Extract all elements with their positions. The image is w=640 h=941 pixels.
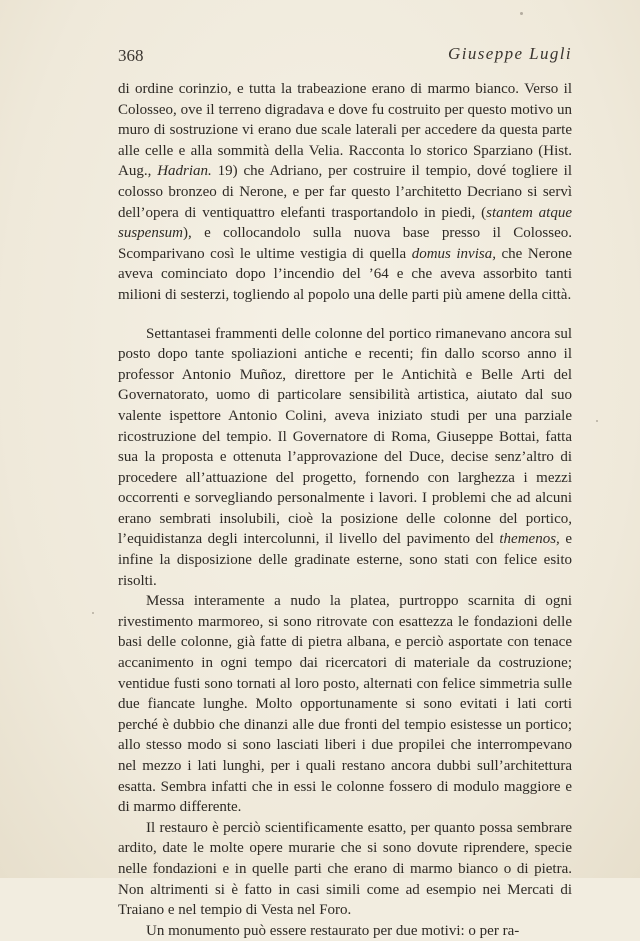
paragraph xyxy=(118,591,572,818)
paper-speck xyxy=(520,12,523,15)
body-text xyxy=(118,79,572,941)
text-run: Il restauro è perciò scientificamente esatto, per quanto possa sembrare ardito, date le molte opere murarie che si sono dovute riprendere, specie nelle fondazioni e in quelle parti che erano di marmo bianco o di pietra. Non altrimenti si è fatto in casi simili come ad esempio nei Mercati di Traiano e nel tempio di Vesta nel Foro. xyxy=(118,819,572,919)
page-header xyxy=(118,44,572,70)
paragraph xyxy=(118,79,572,306)
italic-phrase: domus invisa, xyxy=(411,245,496,262)
text-run: Un monumento può essere restaurato per due motivi: o per ra- xyxy=(146,922,520,939)
text-run: Settantasei frammenti delle colonne del portico rimanevano ancora sul posto dopo tante spoliazioni antiche e recenti; fin dallo scorso anno il professor Antonio Muñoz, direttore per le Antichità e Belle Arti del Governatorato, uomo di particolare sensibilità artistica, aiutato dal suo valente ispettore Antonio Colini, aveva iniziato studi per una parziale ricostruzione del tempio. Il Governatore di Roma, Giuseppe Bottai, fatta sua la proposta e ottenuta l’approvazione del Duce, decise senz’altro di procedere all’attuazione del progetto, fornendo con larghezza i mezzi occorrenti e sorvegliando personalmente i lavori. I problemi che ad alcuni erano sembrati insolubili, cioè la posizione delle colonne del portico, l’equidistanza degli intercolunni, il livello del pavimento del xyxy=(118,325,572,548)
italic-phrase: stantem atque suspensum xyxy=(118,204,572,242)
italic-phrase: Hadrian. xyxy=(157,163,212,180)
text-run: ), e collocandolo sulla nuova base presso il Colosseo. Scomparivano così le ultime vestigia di quella xyxy=(118,225,572,262)
page-number: 368 xyxy=(118,46,144,65)
text-run: 19) che Adriano, per costruire il tempio, dové togliere il colosso bronzeo di Nerone, e per far questo l’architetto Decriano si servì dell’opera di ventiquattro elefanti trasportandolo in piedi, ( xyxy=(118,163,572,221)
text-run: e infine la disposizione delle gradinate esterne, sono stati con felice esito risolti. xyxy=(118,531,572,589)
paper-speck xyxy=(92,612,94,614)
italic-phrase: themenos, xyxy=(499,531,560,548)
paragraph xyxy=(118,324,572,592)
text-run: che Nerone aveva cominciato dopo l’incendio del ’64 e che aveva assorbito tanti milioni di sesterzi, togliendo al popolo una delle parti più amene della città. xyxy=(118,245,573,303)
running-head: Giuseppe Lugli xyxy=(448,44,572,63)
text-run: di ordine corinzio, e tutta la trabeazione erano di marmo bianco. Verso il Colosseo, ove il terreno digradava e dove fu costruito per questo motivo un muro di sostruzione vi erano due scale laterali per accedere da questa parte alle celle e alla sommità della Velia. Racconta lo storico Sparziano (Hist. Aug., xyxy=(118,81,572,180)
paper-speck xyxy=(596,420,598,422)
text-run: Messa interamente a nudo la platea, purtroppo scarnita di ogni rivestimento marmoreo, si sono ritrovate con esattezza le fondazioni delle basi delle colonne, già fatte di pietra albana, e perciò asportate con tenace accanimento in ogni tempo dai ricercatori di materiale da costruzione; ventidue fusti sono tornati al loro posto, alternati con felice simmetria sulle due fiancate lunghe. Molto opportunamente si sono evitati i lati corti perché è dubbio che dinanzi alle due fronti del tempio esistesse un portico; allo stesso modo si sono lasciati liberi i due propilei che interrompevano nel mezzo i lati lunghi, per i quali restano ancora dubbi sull’architettura esatta. Sembra infatti che in essi le colonne fossero di modulo maggiore e di marmo differente. xyxy=(118,593,572,816)
paragraph xyxy=(118,818,572,921)
paragraph xyxy=(118,921,572,941)
